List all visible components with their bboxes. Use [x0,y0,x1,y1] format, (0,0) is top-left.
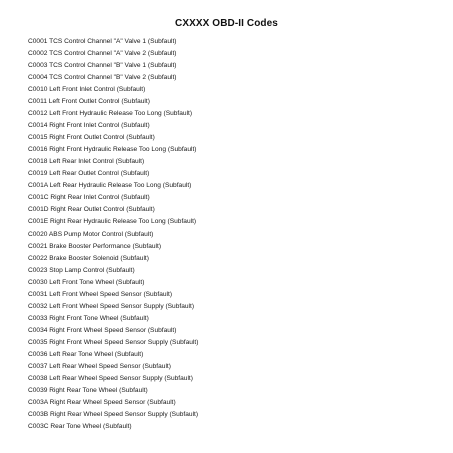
code-item: C001E Right Rear Hydraulic Release Too Long (Subfault) [28,218,197,226]
code-item: C001A Left Rear Hydraulic Release Too Long (Subfault) [28,182,192,190]
code-list [28,36,198,433]
code-item: C0033 Right Front Tone Wheel (Subfault) [28,314,149,322]
code-item: C0004 TCS Control Channel "B" Valve 2 (Subfault) [28,74,177,82]
code-item: C0031 Left Front Wheel Speed Sensor (Subfault) [28,290,173,298]
code-item: C0035 Right Front Wheel Speed Sensor Supply (Subfault) [28,338,199,346]
code-item: C0018 Left Rear Inlet Control (Subfault) [28,158,145,166]
code-item: C0002 TCS Control Channel "A" Valve 2 (Subfault) [28,50,177,58]
code-item: C0010 Left Front Inlet Control (Subfault) [28,86,146,94]
code-item: C0011 Left Front Outlet Control (Subfault) [28,98,150,106]
code-item: C0020 ABS Pump Motor Control (Subfault) [28,230,154,238]
code-item: C001C Right Rear Inlet Control (Subfault) [28,194,150,202]
code-item: C0014 Right Front Inlet Control (Subfault) [28,122,150,130]
code-item: C0030 Left Front Tone Wheel (Subfault) [28,278,145,286]
code-item: C0019 Left Rear Outlet Control (Subfault) [28,170,150,178]
code-item: C001D Right Rear Outlet Control (Subfault) [28,206,155,214]
code-item: C0012 Left Front Hydraulic Release Too Long (Subfault) [28,110,193,118]
code-item: C003A Right Rear Wheel Speed Sensor (Subfault) [28,398,176,406]
code-item: C003B Right Rear Wheel Speed Sensor Supply (Subfault) [28,410,199,418]
code-item: C0032 Left Front Wheel Speed Sensor Supply (Subfault) [28,302,195,310]
code-item: C0023 Stop Lamp Control (Subfault) [28,266,135,274]
code-item: C0015 Right Front Outlet Control (Subfault) [28,134,155,142]
code-item: C0038 Left Rear Wheel Speed Sensor Supply (Subfault) [28,374,193,382]
code-item: C0037 Left Rear Wheel Speed Sensor (Subfault) [28,362,171,370]
document-title: CXXXX OBD-II Codes [175,18,278,29]
code-item: C0003 TCS Control Channel "B" Valve 1 (Subfault) [28,62,177,70]
code-item: C0001 TCS Control Channel "A" Valve 1 (Subfault) [28,38,177,45]
code-item: C0036 Left Rear Tone Wheel (Subfault) [28,350,144,358]
code-item: C003C Rear Tone Wheel (Subfault) [28,423,132,430]
code-item: C0034 Right Front Wheel Speed Sensor (Subfault) [28,326,177,334]
code-item: C0022 Brake Booster Solenoid (Subfault) [28,254,149,262]
code-item: C0016 Right Front Hydraulic Release Too Long (Subfault) [28,146,197,154]
code-item: C0021 Brake Booster Performance (Subfault) [28,242,162,250]
code-item: C0039 Right Rear Tone Wheel (Subfault) [28,386,148,394]
